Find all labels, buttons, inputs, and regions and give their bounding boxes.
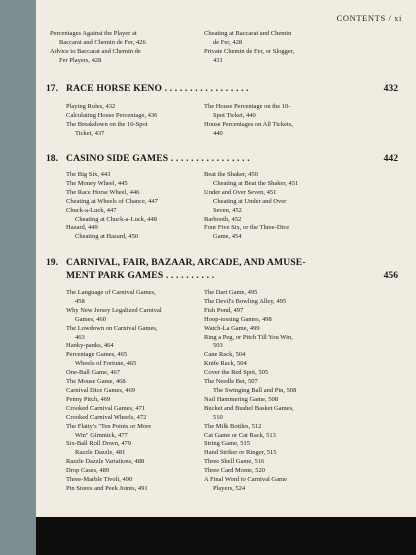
toc-entry: Percentages Against the Player at [50, 30, 137, 37]
toc-entry: Hanky-panks, 464 [66, 342, 114, 350]
toc-entry: The Devil's Bowling Alley, 495 [204, 297, 287, 305]
toc-entry: House Percentages on All Tickets, [204, 120, 294, 128]
toc-entry: The Mouse Game, 468 [66, 378, 126, 386]
toc-entry: Under and Over Seven, 451 [204, 188, 277, 196]
toc-entry: Why New Jersey Legalized Carnival [66, 306, 162, 314]
toc-entry: Penny Pitch, 469 [66, 395, 111, 403]
toc-entry: Spot Ticket, 440 [213, 111, 256, 119]
toc-entry: Wheels of Fortune, 465 [75, 360, 137, 368]
toc-entry: The House Percentage on the 10- [204, 103, 291, 110]
chapter-number: 18. [46, 153, 58, 164]
toc-entry: Games, 460 [75, 315, 107, 323]
toc-entry: Players, 524 [213, 484, 246, 492]
chapter-19-entries-right [204, 289, 296, 494]
toc-entry: Crooked Carnival Games, 471 [66, 404, 146, 412]
chapter-number: 19. [46, 257, 58, 268]
chapter-title: RACE HORSE KENO . . . . . . . . . . . . . . . . . [66, 83, 249, 94]
toc-entry: The Swinging Ball and Pin, 508 [213, 386, 297, 394]
toc-entry: The Money Wheel, 445 [66, 179, 128, 187]
chapter-18-heading [36, 153, 416, 167]
toc-entry: Bucket and Bushel Basket Games, [204, 404, 294, 412]
toc-entry: A Final Word to Carnival Game [204, 476, 287, 484]
toc-entry: Playing Rules, 432 [66, 103, 116, 110]
toc-entry: One-Ball Game, 467 [66, 369, 120, 377]
toc-entry: Hand Striker or Ringer, 515 [204, 449, 277, 457]
chapter-page: 456 [383, 269, 398, 281]
toc-entry: Beat the Shaker, 450 [204, 171, 258, 178]
toc-entry: The Needle Bet, 507 [204, 378, 258, 386]
toc-entry: Three-Marble Tivoli, 490 [66, 476, 133, 484]
toc-entry: Carnival Dice Games, 469 [66, 386, 135, 394]
toc-entry: The Flatty's "Ten Points or More [66, 422, 152, 430]
toc-entry: 510 [213, 413, 223, 421]
chapter-page: 442 [383, 153, 398, 164]
toc-entry: 458 [75, 297, 85, 305]
toc-entry: Advice to Baccarat and Chemin de [50, 47, 141, 55]
running-head: CONTENTS / xi [336, 13, 402, 23]
toc-entry: Drop Cases, 489 [66, 467, 110, 475]
chapter-page: 432 [383, 83, 398, 94]
toc-entry: Six-Ball Roll Down, 479 [66, 440, 132, 448]
toc-entry: 503 [213, 342, 223, 350]
toc-entry: The Breakdown on the 10-Spot [66, 120, 148, 128]
toc-entry: Fish Pond, 497 [204, 306, 244, 314]
toc-entry: Cheating at Baccarat and Chemin [204, 30, 292, 37]
toc-entry: String Game, 515 [204, 440, 251, 448]
toc-entry: Cheating at Beat the Shaker, 451 [213, 179, 299, 187]
toc-entry: Razzle Dazzle, 481 [75, 449, 126, 457]
toc-entry: Cover the Red Spot, 505 [204, 369, 269, 377]
toc-entry: 463 [75, 333, 85, 341]
chapter-number: 17. [46, 83, 58, 94]
toc-entry: The Big Six, 443 [66, 171, 111, 178]
chapter-17-heading [36, 83, 416, 97]
toc-entry: Cheating at Wheels of Chance, 447 [66, 197, 158, 205]
toc-entry: The Race Horse Wheel, 446 [66, 188, 140, 196]
toc-entry: The Language of Carnival Games, [66, 289, 156, 296]
toc-entry: Cheating at Hazard, 450 [75, 233, 139, 241]
toc-entry: Watch-La Game, 499 [204, 324, 260, 332]
toc-entry: Cheating at Under and Over [213, 197, 287, 205]
chapter-17-entries-right [204, 103, 293, 139]
chapter-title: CARNIVAL, FAIR, BAZAAR, ARCADE, AND AMUSE- MENT PARK GAMES . . . . . . . . . . [66, 257, 306, 281]
toc-entry: Hoop-tossing Games, 498 [204, 315, 272, 323]
toc-entry: Game, 454 [213, 233, 242, 241]
toc-entry: Baccarat and Chemin de Fer, 426 [59, 38, 146, 46]
toc-entry: de Fer, 428 [213, 38, 243, 46]
top-entries-right [204, 30, 294, 66]
toc-entry: 440 [213, 129, 223, 137]
toc-entry: Private Chemin de Fer, or Slogger, [204, 47, 295, 55]
toc-entry: The Dart Game, 495 [204, 289, 258, 296]
toc-entry: The Lowdown on Carnival Games, [66, 324, 158, 332]
toc-entry: Crooked Carnival Wheels, 472 [66, 413, 147, 421]
toc-entry: Percentage Games, 465 [66, 351, 128, 359]
toc-entry: Pin Stores and Peek Joints, 491 [66, 484, 148, 492]
toc-entry: Three Shell Game, 516 [204, 458, 265, 466]
toc-entry: Calculating House Percentage, 436 [66, 111, 158, 119]
toc-entry: Cane Rack, 504 [204, 351, 246, 359]
chapter-18-entries-right [204, 171, 298, 242]
toc-entry: Win" Gimmick, 477 [75, 431, 128, 439]
toc-entry: The Milk Bottles, 512 [204, 422, 262, 430]
chapter-17-entries-left [66, 103, 157, 139]
toc-entry: Hazard, 449 [66, 224, 98, 232]
toc-entry: Seven, 452 [213, 206, 242, 214]
chapter-18-entries-left [66, 171, 158, 242]
chapter-19-heading [36, 257, 416, 285]
toc-entry: Cheating at Chuck-a-Luck, 448 [75, 215, 157, 223]
toc-entry: Three Card Monte, 520 [204, 467, 266, 475]
toc-entry: Fer Players, 428 [59, 56, 102, 64]
toc-entry: Four Five Six, or the Three-Dice [204, 224, 290, 232]
chapter-19-entries-left [66, 289, 162, 494]
toc-entry: Chuck-a-Luck, 447 [66, 206, 117, 214]
toc-entry: Ticket, 437 [75, 129, 105, 137]
toc-entry: 431 [213, 56, 223, 64]
toc-entry: Cat Game or Cat Rack, 513 [204, 431, 276, 439]
toc-entry: Ring a Peg, or Pitch Till You Win, [204, 333, 293, 341]
toc-entry: Nail Hammering Game, 508 [204, 395, 279, 403]
book-page [36, 0, 416, 555]
toc-entry: Barbooth, 452 [204, 215, 242, 223]
chapter-title: CASINO SIDE GAMES . . . . . . . . . . . . . . . . [66, 153, 250, 164]
toc-entry: Razzle Dazzle Variations, 488 [66, 458, 145, 466]
toc-entry: Knife Rack, 504 [204, 360, 247, 368]
top-entries-left [50, 30, 146, 66]
